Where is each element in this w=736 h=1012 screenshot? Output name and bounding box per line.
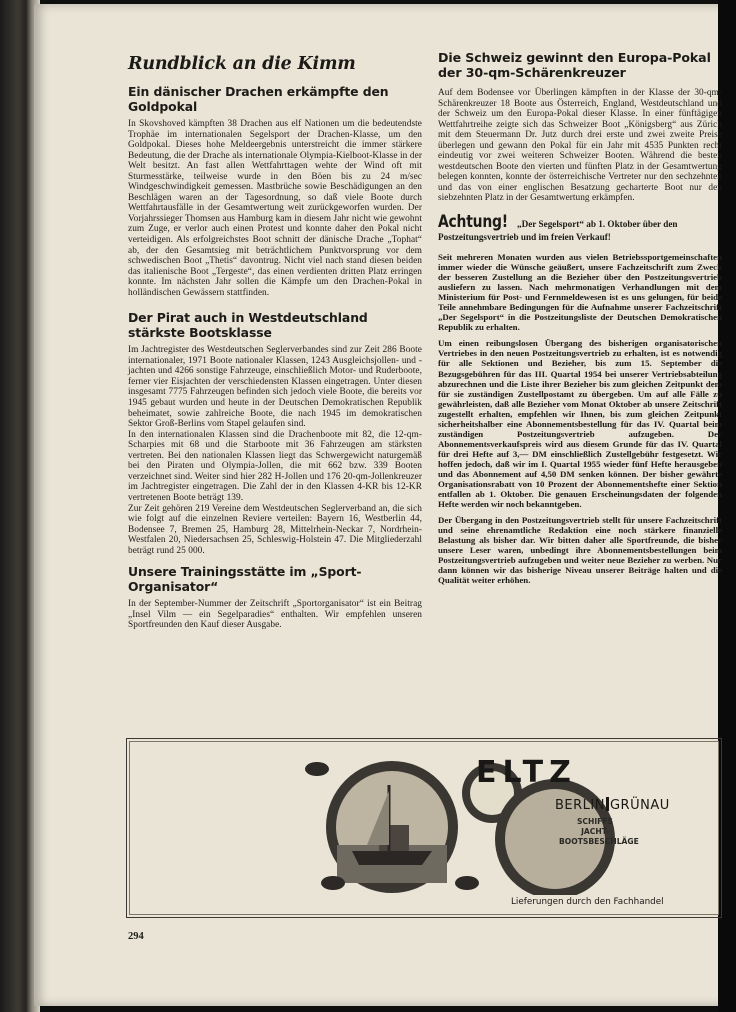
article-body-training: In der September-Nummer der Zeitschrift „Sportorganisator“ ist ein Beitrag „Insel Vilm — ein Segelparadies“ enthalten. Wir empfehlen unseren Sportfreunden den Kauf dieser Ausgabe. — [128, 599, 422, 631]
ad-line-2: JACHT- — [581, 827, 609, 836]
notice-paragraph-2: Um einen reibungslosen Übergang des bisherigen organisatorischen Vertriebes in den neuen Postzeitungsvertrieb zu erhalten, ist es notwendig für alle Sektionen und Bezieher, bis zum 15. September die Bezugsgebühren für das III. Quartal 1954 bei unserer Vertriebsabteilung abzurechnen und die Liste ihrer Bezieher bis zum gleichen Zeitpunkt dem für sie zuständigen Zustellpostamt zu übergeben. Um auf alle Fälle zu gewährleisten, daß alle Bezieher vom Monat Oktober ab unsere Zeitschrift zugestellt erhalten, empfehlen wir Ihnen, bis zum gleichen Zeitpunkt sicherheitshalber eine Abonnementsbestellung für das IV. Quartal beim zuständigen Postzeitungsvertrieb aufzugeben. Der Abonnementsverkaufspreis wird aus diesem Grunde für das IV. Quartal für drei Hefte auf 3,— DM einschließlich Zustellgebühr festgesetzt. Wir hoffen jedoch, daß wir im I. Quartal 1955 wieder fünf Hefte herausgeben und das Abonnement auf 4,50 DM senken können. Der bisher gewährte Organisationsrabatt von 10 Prozent der Abonnementshefte einer Sektion entfallen ab 1. Oktober. Die genauen Erscheinungsdaten der folgenden Hefte werden wir noch bekanntgeben. — [438, 338, 722, 510]
article-body-schweiz: Auf dem Bodensee vor Überlingen kämpften in der Klasse der 30-qm-Schärenkreuzer 18 Boote aus Österreich, England, Westdeutschland und der Schweiz um den Europa-Pokal dieser Klasse. In einer fünftägigen Wettfahrtreihe zeigte sich das Schweizer Boot „Königsberg“ aus Zürich mit dem Steuermann Dr. Jutz durch drei erste und zwei zweite Preise überlegen und gewann den Pokal für ein Jahr mit 4535 Punkten recht eindeutig vor zwei weiteren Schweizer Booten. Während die besten westdeutschen Boote den vierten und fünften Platz in der Gesamtwertung belegen konnten, konnte der österreichische Vertreter nur den sechzehnten und das von einer englischen Besatzung gecharterte Boot nur den siebzehnten Platz in der Gesamtwertung erkämpfen. — [438, 88, 722, 203]
porthole-clamp-icon — [321, 876, 345, 890]
ship-hull-icon — [352, 851, 432, 865]
article-title-drachen: Ein dänischer Drachen erkämpfte den Goldpokal — [128, 84, 389, 114]
notice-paragraph-1: Seit mehreren Monaten wurden aus vielen Betriebssportgemeinschaften immer wieder die Wünsche geäußert, unsere Fachzeitschrift zum Zweck der besseren Zustellung an die Bezieher über den Postzeitungsvertrieb ausliefern zu lassen. Nach mehrmonatigen Verhandlungen mit dem Ministerium für Post- und Fernmeldewesen ist es uns gelungen, für beide Teile annehmbare Bedingungen für die Aufnahme unserer Fachzeitschrift „Der Segelsport“ in die Postzeitungsliste der Deutschen Demokratischen Republik zu erhalten. — [438, 252, 722, 333]
right-column — [438, 50, 722, 592]
article-body-drachen: In Skovshoved kämpften 38 Drachen aus elf Nationen um die bedeutendste Trophäe im internationalen Segelsport der Drachen-Klasse, um den Goldpokal. Dieses hohe Meldeergebnis unterstreicht die immer stärkere Bedeutung, die der Drache als internationale Olympia-Kielboot-Klasse in der Welt besitzt. An fast allen Wettfahrttagen wehte der Wind oft mit Sturmesstärke, teilweise wurde in den Böen bis zu 24 m/sec Windgeschwindigkeit gemessen. Mastbrüche sowie Beschädigungen an den Beschlägen waren an der Tagesordnung, so daß viele Boote durch Wettfahrtausfälle in der Gesamtwertung weit zurückgeworfen wurden. Der Vorjahrssieger Thomsen aus Hamburg kam in diesem Jahr nicht wie gewohnt zum Zuge, er verlor auch einen Protest und konnte daher den Pokal nicht verteidigen. Als erfolgreichstes Boot schnitt der dänische Drache „Tophat“ ab, der den Gesamtsieg mit beträchtlichem Punktvorsprung vor dem schwedischen Boot „Thetis“ davontrug. Nicht viel nach stand diesen beiden das italienische Boot „Tergeste“, das einen verdienten dritten Platz erringen konnte. Im nächsten Jahr sollen die Kämpfe um den Drachen-Pokal in holländischen Gewässern stattfinden. — [128, 119, 422, 298]
porthole-clamp-icon — [455, 876, 479, 890]
ad-footer-text: Lieferungen durch den Fachhandel — [511, 897, 664, 907]
ad-city — [555, 797, 670, 813]
ad-line-1: SCHIFFS — [576, 817, 614, 826]
notice-subtitle-line2: Postzeitungsvertrieb und im freien Verkauf! — [438, 231, 611, 242]
notice-paragraph-3: Der Übergang in den Postzeitungsvertrieb stellt für unsere Fachzeitschrift und seine ehrenamtliche Redaktion eine noch stärkere finanzielle Belastung als bisher dar. Wir bitten daher alle Sportfreunde, die bisher unsere Leser waren, unbedingt ihre Abonnementsbestellungen beim Postzeitungsvertrieb aufzugeben und weiter neue Bezieher zu werben. Nur dann können wir das bisherige Niveau unserer Beiträge halten und die Qualität weiter erhöhen. — [438, 515, 722, 586]
notice-heading — [438, 212, 722, 232]
page-number: 294 — [128, 931, 144, 942]
article-body-pirat-3: Zur Zeit gehören 219 Vereine dem Westdeutschen Seglerverband an, die sich wie folgt auf die einzelnen Reviere verteilen: Bayern 16, Westberlin 44, Bodensee 7, Bremen 25, Hamburg 28, Mittelrhein-Neckar 7, Nordrhein-Westfalen 20, Niedersachsen 25, Schleswig-Holstein 47. Die Mitgliederzahl beträgt rund 25 000. — [128, 503, 422, 556]
notice-headline: Achtung! — [438, 211, 508, 232]
ad-city-b: GRÜNAU — [609, 798, 670, 813]
article-body-pirat-2: In den internationalen Klassen sind die Drachenboote mit 82, die 12-qm-Scharpies mit 68 und die Starboote mit 36 Fahrzeugen am stärksten vertreten. Bei den nationalen Klassen liegt das Schwergewicht naturgemäß bei den Piraten und Olympia-Jollen, die mit 662 bzw. 339 Booten verzeichnet sind. Weiter sind hier 282 H-Jollen und 176 20-qm-Jollenkreuzer im Jachtregister eingetragen. Die Zahl der in den Klassen 4-KR bis 12-KR vertretenen Boote beträgt 139. — [128, 429, 422, 503]
article-body-pirat-1: Im Jachtregister des Westdeutschen Seglerverbandes sind zur Zeit 286 Boote internationaler, 1971 Boote nationaler Klassen, 1243 Ausgleichsjollen- und -jachten und 4266 sonstige Fahrzeuge, einschließlich Motor- und Ruderboote, ferner vier Eisjachten der verschiedensten Klassen eingetragen. Unter diesen insgesamt 7775 Fahrzeugen befinden sich jedoch viele Boote, die bereits vor 1945 gebaut wurden und heute in der Deutschen Demokratischen Republik beheimatet, sowie zahlreiche Boote, die nach 1945 im demokratischen Sektor Groß-Berlins vom Stapel gelaufen sind. — [128, 345, 422, 430]
article-title-pirat: Der Pirat auch in Westdeutschland stärkste Bootsklasse — [128, 310, 368, 341]
ad-city-a: BERLIN — [555, 798, 605, 813]
ad-city-separator — [606, 797, 609, 811]
left-column — [128, 54, 422, 637]
porthole-clamp-icon — [305, 762, 329, 776]
section-title: Rundblick an die Kimm — [128, 54, 356, 74]
article-title-schweiz: Die Schweiz gewinnt den Europa-Pokal der 30-qm-Schärenkreuzer — [438, 50, 711, 80]
article-title-training: Unsere Trainingsstätte im „Sport-Organisator“ — [128, 564, 362, 595]
ad-brand-name: ELTZ — [476, 755, 577, 790]
ad-line-3: BOOTSBESCHLÄGE — [559, 837, 639, 846]
advertisement-box — [126, 738, 722, 918]
notice-subtitle: „Der Segelsport“ ab 1. Oktober über den — [517, 218, 678, 229]
